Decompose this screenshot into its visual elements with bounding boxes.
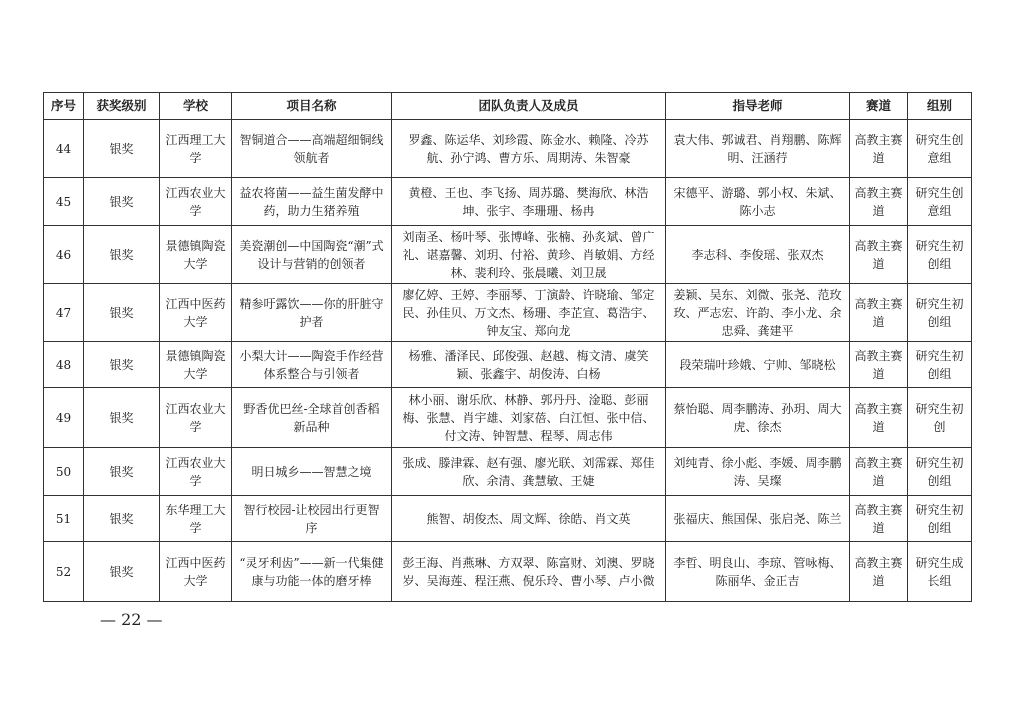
table-row: [44, 226, 972, 284]
cell-advisor: 刘纯青、徐小彪、李媛、周李鹏涛、吴璨: [666, 448, 850, 496]
cell-no: 45: [44, 178, 84, 226]
cell-no: 49: [44, 388, 84, 448]
table-row: [44, 542, 972, 602]
cell-group: 研究生初创组: [908, 448, 972, 496]
cell-group: 研究生初创组: [908, 284, 972, 342]
cell-award-level: 银奖: [84, 388, 160, 448]
table-row: [44, 284, 972, 342]
table-row: [44, 120, 972, 178]
table-header-row: [44, 93, 972, 120]
table-row: [44, 178, 972, 226]
cell-group: 研究生成长组: [908, 542, 972, 602]
cell-track: 高教主赛道: [850, 284, 908, 342]
cell-project-name: 智铜道合——高端超细铜线领航者: [232, 120, 392, 178]
cell-team: 杨雅、潘泽民、邱俊强、赵越、梅文清、虞笑颖、张鑫宇、胡俊涛、白杨: [392, 342, 666, 388]
cell-group: 研究生初创组: [908, 496, 972, 542]
cell-track: 高教主赛道: [850, 388, 908, 448]
cell-team: 罗鑫、陈运华、刘珍霞、陈金水、赖隆、冷苏航、孙宁鸿、曹方乐、周期涛、朱智豪: [392, 120, 666, 178]
cell-advisor: 李哲、明良山、李琼、管咏梅、陈丽华、金正吉: [666, 542, 850, 602]
cell-no: 48: [44, 342, 84, 388]
cell-group: 研究生初创组: [908, 342, 972, 388]
header-school: 学校: [160, 93, 232, 120]
cell-award-level: 银奖: [84, 120, 160, 178]
cell-no: 52: [44, 542, 84, 602]
header-award-level: 获奖级别: [84, 93, 160, 120]
cell-team: 林小丽、谢乐欣、林静、郭丹丹、淦聪、彭丽梅、张慧、肖宇雄、刘家蓓、白江恒、张中信、付文涛、钟智慧、程琴、周志伟: [392, 388, 666, 448]
cell-track: 高教主赛道: [850, 342, 908, 388]
cell-school: 江西中医药大学: [160, 542, 232, 602]
cell-advisor: 段荣瑞叶珍娥、宁帅、邹晓松: [666, 342, 850, 388]
cell-advisor: 袁大伟、郭诚君、肖翔鹏、陈辉明、汪涵荇: [666, 120, 850, 178]
cell-team: 刘南圣、杨叶琴、张博峰、张楠、孙炙斌、曾广礼、谌嘉馨、刘玥、付裕、黄珍、肖敏娟、方经林、裴利玲、张晨曦、刘卫晟: [392, 226, 666, 284]
cell-school: 江西中医药大学: [160, 284, 232, 342]
cell-award-level: 银奖: [84, 342, 160, 388]
cell-group: 研究生创意组: [908, 120, 972, 178]
cell-project-name: 精参吁露饮——你的肝脏守护者: [232, 284, 392, 342]
header-advisor: 指导老师: [666, 93, 850, 120]
cell-award-level: 银奖: [84, 178, 160, 226]
table-row: [44, 388, 972, 448]
cell-award-level: 银奖: [84, 448, 160, 496]
cell-advisor: 姜颖、吴东、刘微、张尧、范玫玫、严志宏、许韵、李小龙、余忠舜、龚建平: [666, 284, 850, 342]
cell-school: 江西理工大学: [160, 120, 232, 178]
cell-team: 张成、滕津霖、赵有强、廖光联、刘霈霖、郑佳欣、余清、龚慧敏、王婕: [392, 448, 666, 496]
cell-track: 高教主赛道: [850, 448, 908, 496]
cell-school: 东华理工大学: [160, 496, 232, 542]
cell-track: 高教主赛道: [850, 226, 908, 284]
cell-track: 高教主赛道: [850, 542, 908, 602]
cell-project-name: “灵牙利齿”——新一代集健康与功能一体的磨牙棒: [232, 542, 392, 602]
cell-award-level: 银奖: [84, 284, 160, 342]
cell-team: 彭王海、肖燕琳、方双翠、陈富财、刘澳、罗晓岁、吴海莲、程汪燕、倪乐玲、曹小琴、卢小微: [392, 542, 666, 602]
cell-project-name: 益农将菌——益生菌发酵中药，助力生猪养殖: [232, 178, 392, 226]
cell-no: 44: [44, 120, 84, 178]
cell-track: 高教主赛道: [850, 178, 908, 226]
header-no: 序号: [44, 93, 84, 120]
header-group: 组别: [908, 93, 972, 120]
cell-team: 黄橙、王也、李飞扬、周苏璐、樊海欣、林浩坤、张宇、李珊珊、杨冉: [392, 178, 666, 226]
cell-track: 高教主赛道: [850, 120, 908, 178]
cell-no: 47: [44, 284, 84, 342]
cell-group: 研究生初创: [908, 388, 972, 448]
cell-advisor: 张福庆、熊国保、张启尧、陈兰: [666, 496, 850, 542]
table-row: [44, 448, 972, 496]
cell-no: 46: [44, 226, 84, 284]
awards-table: [43, 92, 972, 602]
cell-project-name: 野香优巴丝-全球首创香稻新品种: [232, 388, 392, 448]
cell-award-level: 银奖: [84, 226, 160, 284]
cell-school: 景德镇陶瓷大学: [160, 226, 232, 284]
cell-project-name: 智行校园-让校园出行更智序: [232, 496, 392, 542]
cell-award-level: 银奖: [84, 542, 160, 602]
cell-team: 熊智、胡俊杰、周文辉、徐皓、肖文英: [392, 496, 666, 542]
cell-advisor: 宋德平、游璐、郭小权、朱斌、陈小志: [666, 178, 850, 226]
cell-project-name: 美瓷潮创—中国陶瓷“潮”式设计与营销的创领者: [232, 226, 392, 284]
cell-team: 廖亿婷、王婷、李丽琴、丁演龄、许晓瑜、邹定民、孙佳贝、万文杰、杨珊、李芷宣、葛浩宇、钟友宝、郑向龙: [392, 284, 666, 342]
cell-project-name: 小梨大计——陶瓷手作经营体系整合与引领者: [232, 342, 392, 388]
page-number: — 22 —: [100, 610, 163, 629]
cell-project-name: 明日城乡——智慧之境: [232, 448, 392, 496]
header-track: 赛道: [850, 93, 908, 120]
cell-advisor: 李志科、李俊瑶、张双杰: [666, 226, 850, 284]
table-body: [44, 120, 972, 602]
cell-group: 研究生创意组: [908, 178, 972, 226]
cell-school: 景德镇陶瓷大学: [160, 342, 232, 388]
cell-no: 50: [44, 448, 84, 496]
cell-group: 研究生初创组: [908, 226, 972, 284]
cell-school: 江西农业大学: [160, 388, 232, 448]
table-row: [44, 496, 972, 542]
cell-school: 江西农业大学: [160, 448, 232, 496]
header-team: 团队负责人及成员: [392, 93, 666, 120]
cell-advisor: 蔡怡聪、周李鹏涛、孙玥、周大虎、徐杰: [666, 388, 850, 448]
cell-school: 江西农业大学: [160, 178, 232, 226]
cell-award-level: 银奖: [84, 496, 160, 542]
header-project-name: 项目名称: [232, 93, 392, 120]
table-row: [44, 342, 972, 388]
cell-track: 高教主赛道: [850, 496, 908, 542]
cell-no: 51: [44, 496, 84, 542]
